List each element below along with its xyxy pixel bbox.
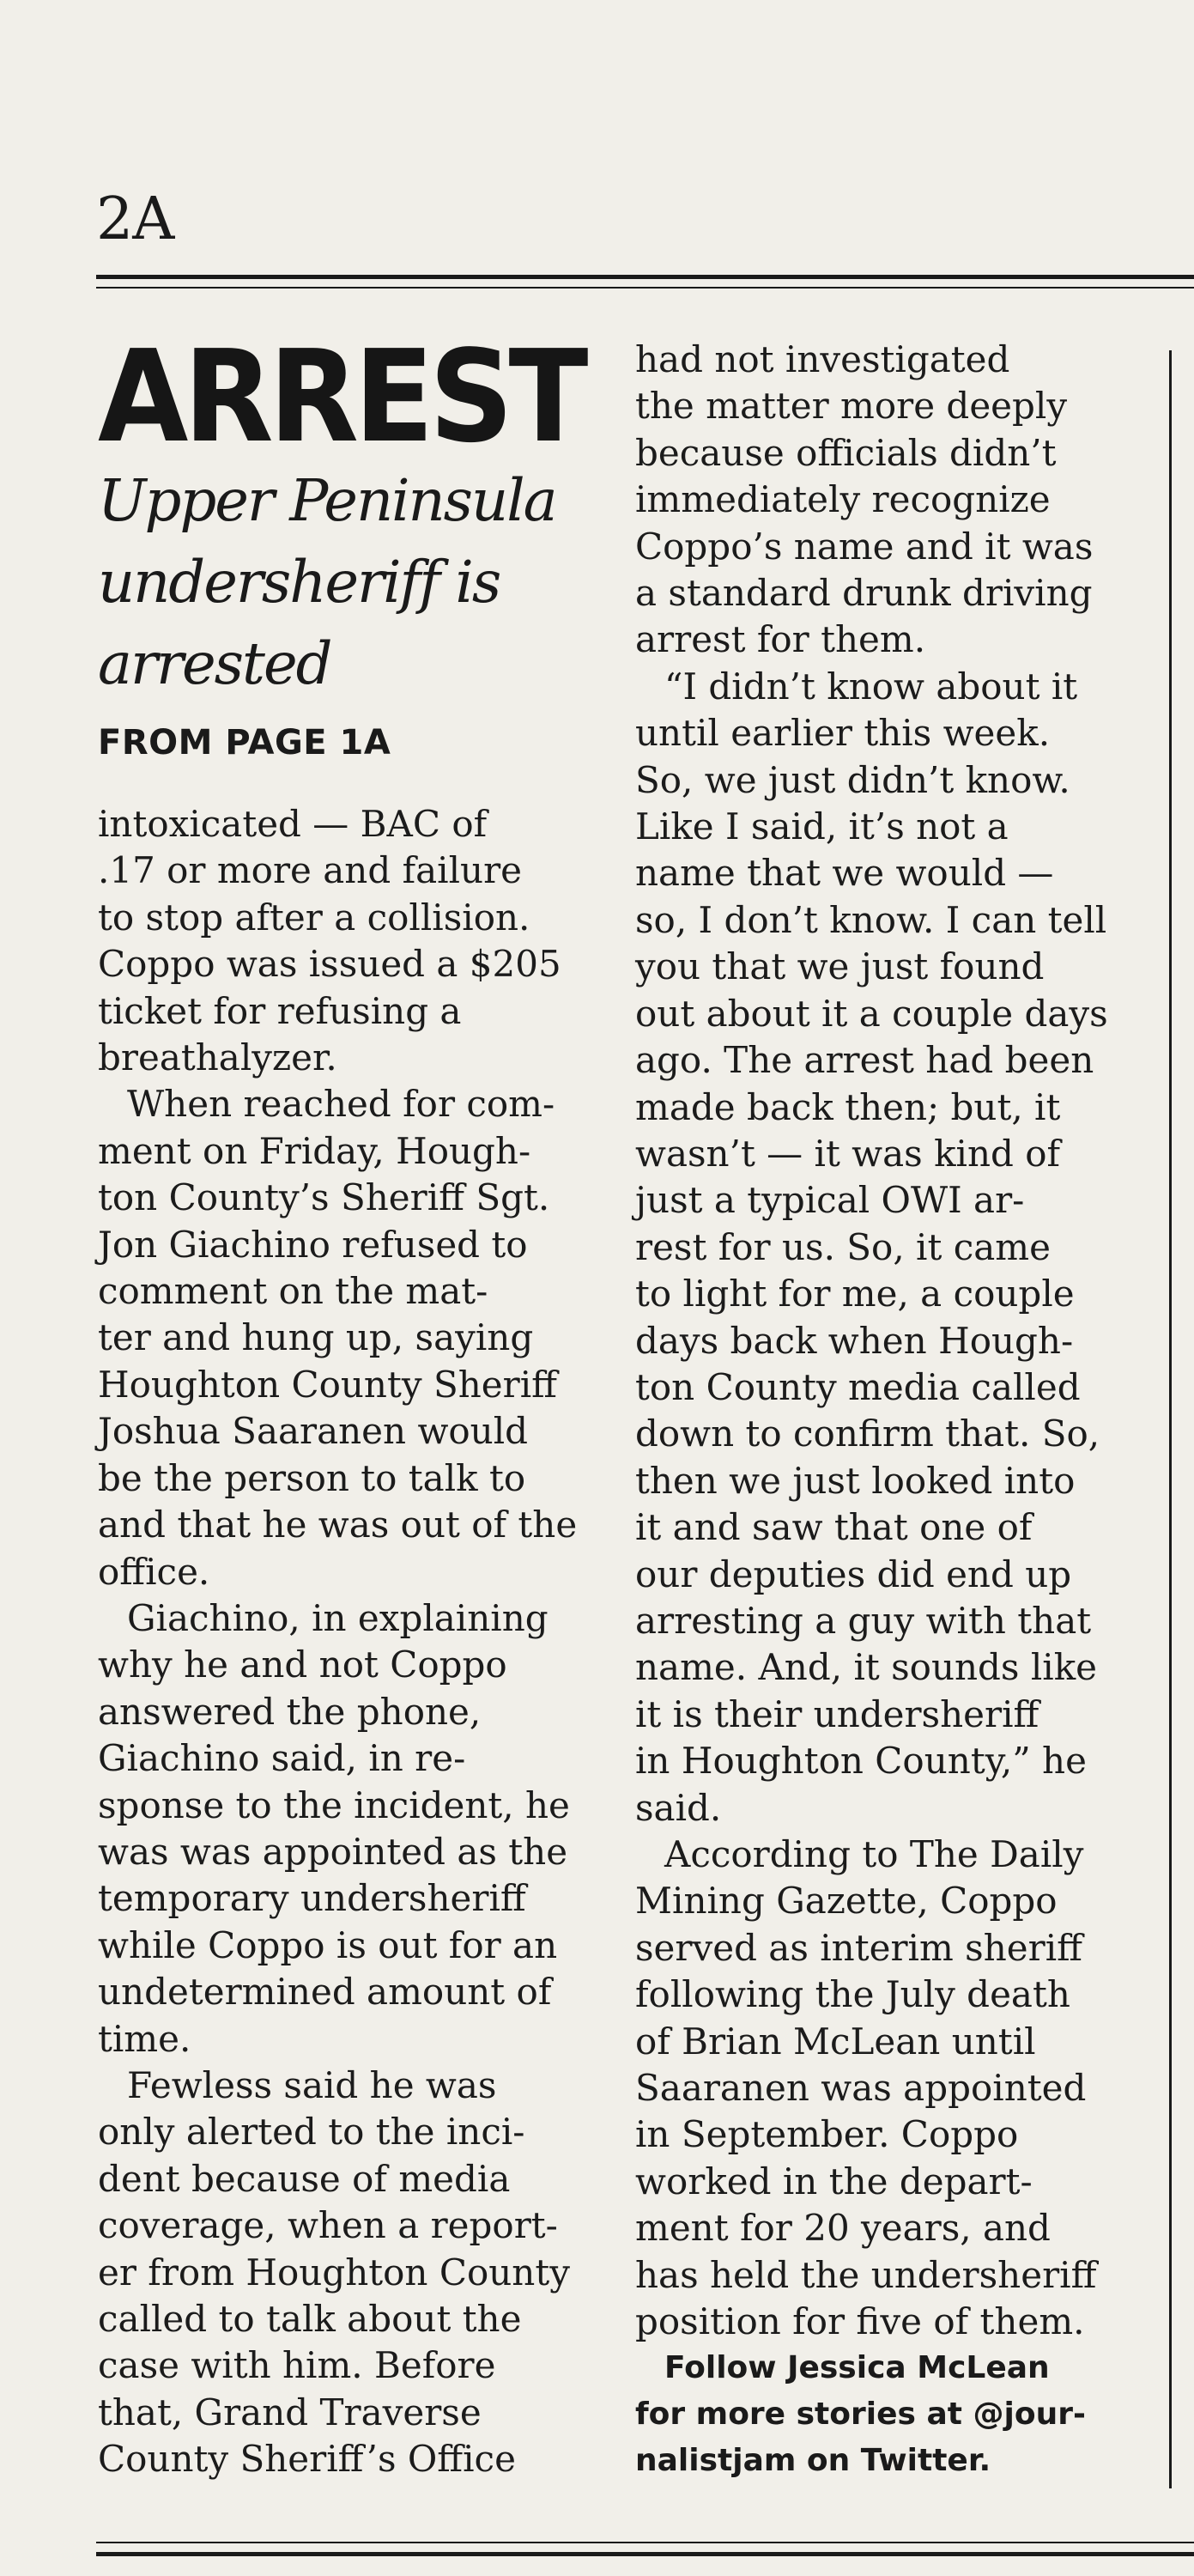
text-line: ton County media called bbox=[635, 1365, 1081, 1408]
paragraph bbox=[635, 1832, 1150, 2345]
paragraph bbox=[98, 1081, 613, 1595]
text-line: was was appointed as the bbox=[98, 1830, 568, 1873]
text-line: rest for us. So, it came bbox=[635, 1225, 1051, 1268]
text-line: case with him. Before bbox=[98, 2344, 496, 2387]
text-line: worked in the depart- bbox=[635, 2160, 1033, 2202]
text-line: just a typical OWI ar- bbox=[635, 1179, 1025, 1222]
top-rule-thin bbox=[96, 287, 1194, 289]
text-line: to stop after a collision. bbox=[98, 896, 530, 939]
subhead-line: undersheriff is bbox=[98, 549, 500, 616]
text-line: out about it a couple days bbox=[635, 992, 1108, 1035]
article-left-column bbox=[98, 323, 613, 2483]
text-line: County Sheriff’s Office bbox=[98, 2438, 516, 2481]
text-line: the matter more deeply bbox=[635, 385, 1068, 428]
text-line: because officials didn’t bbox=[635, 431, 1057, 474]
text-line: called to talk about the bbox=[98, 2298, 522, 2340]
text-line: dent because of media bbox=[98, 2157, 511, 2200]
text-line: coverage, when a report- bbox=[98, 2204, 558, 2247]
text-line: it and saw that one of bbox=[635, 1506, 1033, 1549]
text-line: office. bbox=[98, 1550, 210, 1593]
text-line: breathalyzer. bbox=[98, 1036, 337, 1079]
left-body-text bbox=[98, 801, 613, 2483]
text-line: .17 or more and failure bbox=[98, 849, 523, 892]
text-line: why he and not Coppo bbox=[98, 1643, 507, 1686]
text-line: ton County’s Sheriff Sgt. bbox=[98, 1176, 550, 1219]
text-line: sponse to the incident, he bbox=[98, 1783, 570, 1826]
text-line: “I didn’t know about it bbox=[664, 665, 1078, 708]
text-line: answered the phone, bbox=[98, 1690, 482, 1733]
text-line: Coppo was issued a $205 bbox=[98, 943, 561, 986]
text-line: position for five of them. bbox=[635, 2300, 1085, 2343]
text-line: er from Houghton County bbox=[98, 2251, 570, 2293]
text-line: Coppo’s name and it was bbox=[635, 525, 1094, 568]
text-line: Giachino, in explaining bbox=[127, 1596, 549, 1639]
text-line: Saaranen was appointed bbox=[635, 2067, 1087, 2110]
text-line: Fewless said he was bbox=[127, 2063, 497, 2106]
text-line: days back when Hough- bbox=[635, 1319, 1074, 1362]
text-line: a standard drunk driving bbox=[635, 572, 1093, 615]
text-line: only alerted to the inci- bbox=[98, 2111, 525, 2154]
text-line: in Houghton County,” he bbox=[635, 1740, 1087, 1783]
bottom-rule-thick bbox=[96, 2552, 1194, 2556]
text-line: has held the undersheriff bbox=[635, 2253, 1097, 2296]
paragraph bbox=[635, 664, 1150, 1832]
credit-line: nalistjam on Twitter. bbox=[635, 2443, 991, 2479]
paragraph bbox=[635, 337, 1150, 664]
text-line: you that we just found bbox=[635, 945, 1045, 988]
text-line: until earlier this week. bbox=[635, 712, 1051, 755]
text-line: time. bbox=[98, 2017, 191, 2060]
text-line: ticket for refusing a bbox=[98, 989, 462, 1032]
text-line: undetermined amount of bbox=[98, 1971, 552, 2014]
text-line: immediately recognize bbox=[635, 478, 1051, 521]
text-line: Like I said, it’s not a bbox=[635, 805, 1009, 848]
text-line: following the July death bbox=[635, 1973, 1070, 2016]
text-line: so, I don’t know. I can tell bbox=[635, 898, 1107, 941]
text-line: name that we would — bbox=[635, 852, 1054, 895]
author-credit bbox=[635, 2345, 1150, 2484]
page-number: 2A bbox=[96, 185, 174, 253]
text-line: ment for 20 years, and bbox=[635, 2207, 1051, 2250]
text-line: name. And, it sounds like bbox=[635, 1646, 1098, 1689]
headline: ARREST bbox=[98, 323, 584, 471]
text-line: while Coppo is out for an bbox=[98, 1923, 558, 1966]
top-rule-thick bbox=[96, 275, 1194, 279]
text-line: be the person to talk to bbox=[98, 1456, 526, 1499]
text-line: Jon Giachino refused to bbox=[98, 1223, 528, 1266]
bottom-rule-thin bbox=[96, 2542, 1194, 2543]
text-line: Giachino said, in re- bbox=[98, 1737, 466, 1780]
text-line: then we just looked into bbox=[635, 1459, 1076, 1502]
text-line: it is their undersheriff bbox=[635, 1692, 1039, 1735]
jump-line: FROM PAGE 1A bbox=[98, 723, 391, 762]
text-line: Joshua Saaranen would bbox=[98, 1410, 529, 1453]
text-line: Mining Gazette, Coppo bbox=[635, 1880, 1058, 1923]
text-line: served as interim sheriff bbox=[635, 1926, 1082, 1969]
text-line: When reached for com- bbox=[127, 1083, 555, 1126]
text-line: intoxicated — BAC of bbox=[98, 803, 488, 845]
text-line: in September. Coppo bbox=[635, 2113, 1019, 2156]
credit-line: for more stories at @jour- bbox=[635, 2397, 1086, 2433]
text-line: Houghton County Sheriff bbox=[98, 1363, 557, 1406]
paragraph bbox=[98, 1595, 613, 2063]
paragraph bbox=[98, 801, 613, 1081]
text-line: ter and hung up, saying bbox=[98, 1316, 534, 1359]
paragraph bbox=[98, 2063, 613, 2483]
text-line: that, Grand Traverse bbox=[98, 2391, 482, 2433]
text-line: made back then; but, it bbox=[635, 1085, 1061, 1128]
text-line: ago. The arrest had been bbox=[635, 1039, 1094, 1082]
text-line: said. bbox=[635, 1786, 722, 1829]
text-line: arresting a guy with that bbox=[635, 1599, 1092, 1642]
subhead-line: arrested bbox=[98, 630, 331, 697]
text-line: According to The Daily bbox=[664, 1833, 1084, 1875]
text-line: to light for me, a couple bbox=[635, 1273, 1075, 1315]
text-line: of Brian McLean until bbox=[635, 2020, 1036, 2063]
text-line: arrest for them. bbox=[635, 618, 926, 661]
text-line: our deputies did end up bbox=[635, 1552, 1072, 1595]
text-line: temporary undersheriff bbox=[98, 1877, 526, 1920]
subhead-line: Upper Peninsula bbox=[98, 467, 556, 534]
text-line: down to confirm that. So, bbox=[635, 1413, 1100, 1455]
text-line: ment on Friday, Hough- bbox=[98, 1129, 531, 1172]
text-line: had not investigated bbox=[635, 338, 1010, 380]
text-line: So, we just didn’t know. bbox=[635, 758, 1070, 801]
text-line: wasn’t — it was kind of bbox=[635, 1132, 1061, 1175]
subhead bbox=[98, 460, 613, 705]
article-right-column bbox=[635, 337, 1150, 2484]
column-rule bbox=[1169, 350, 1172, 2488]
text-line: comment on the mat- bbox=[98, 1270, 488, 1313]
text-line: and that he was out of the bbox=[98, 1504, 578, 1546]
credit-line: Follow Jessica McLean bbox=[664, 2350, 1050, 2386]
